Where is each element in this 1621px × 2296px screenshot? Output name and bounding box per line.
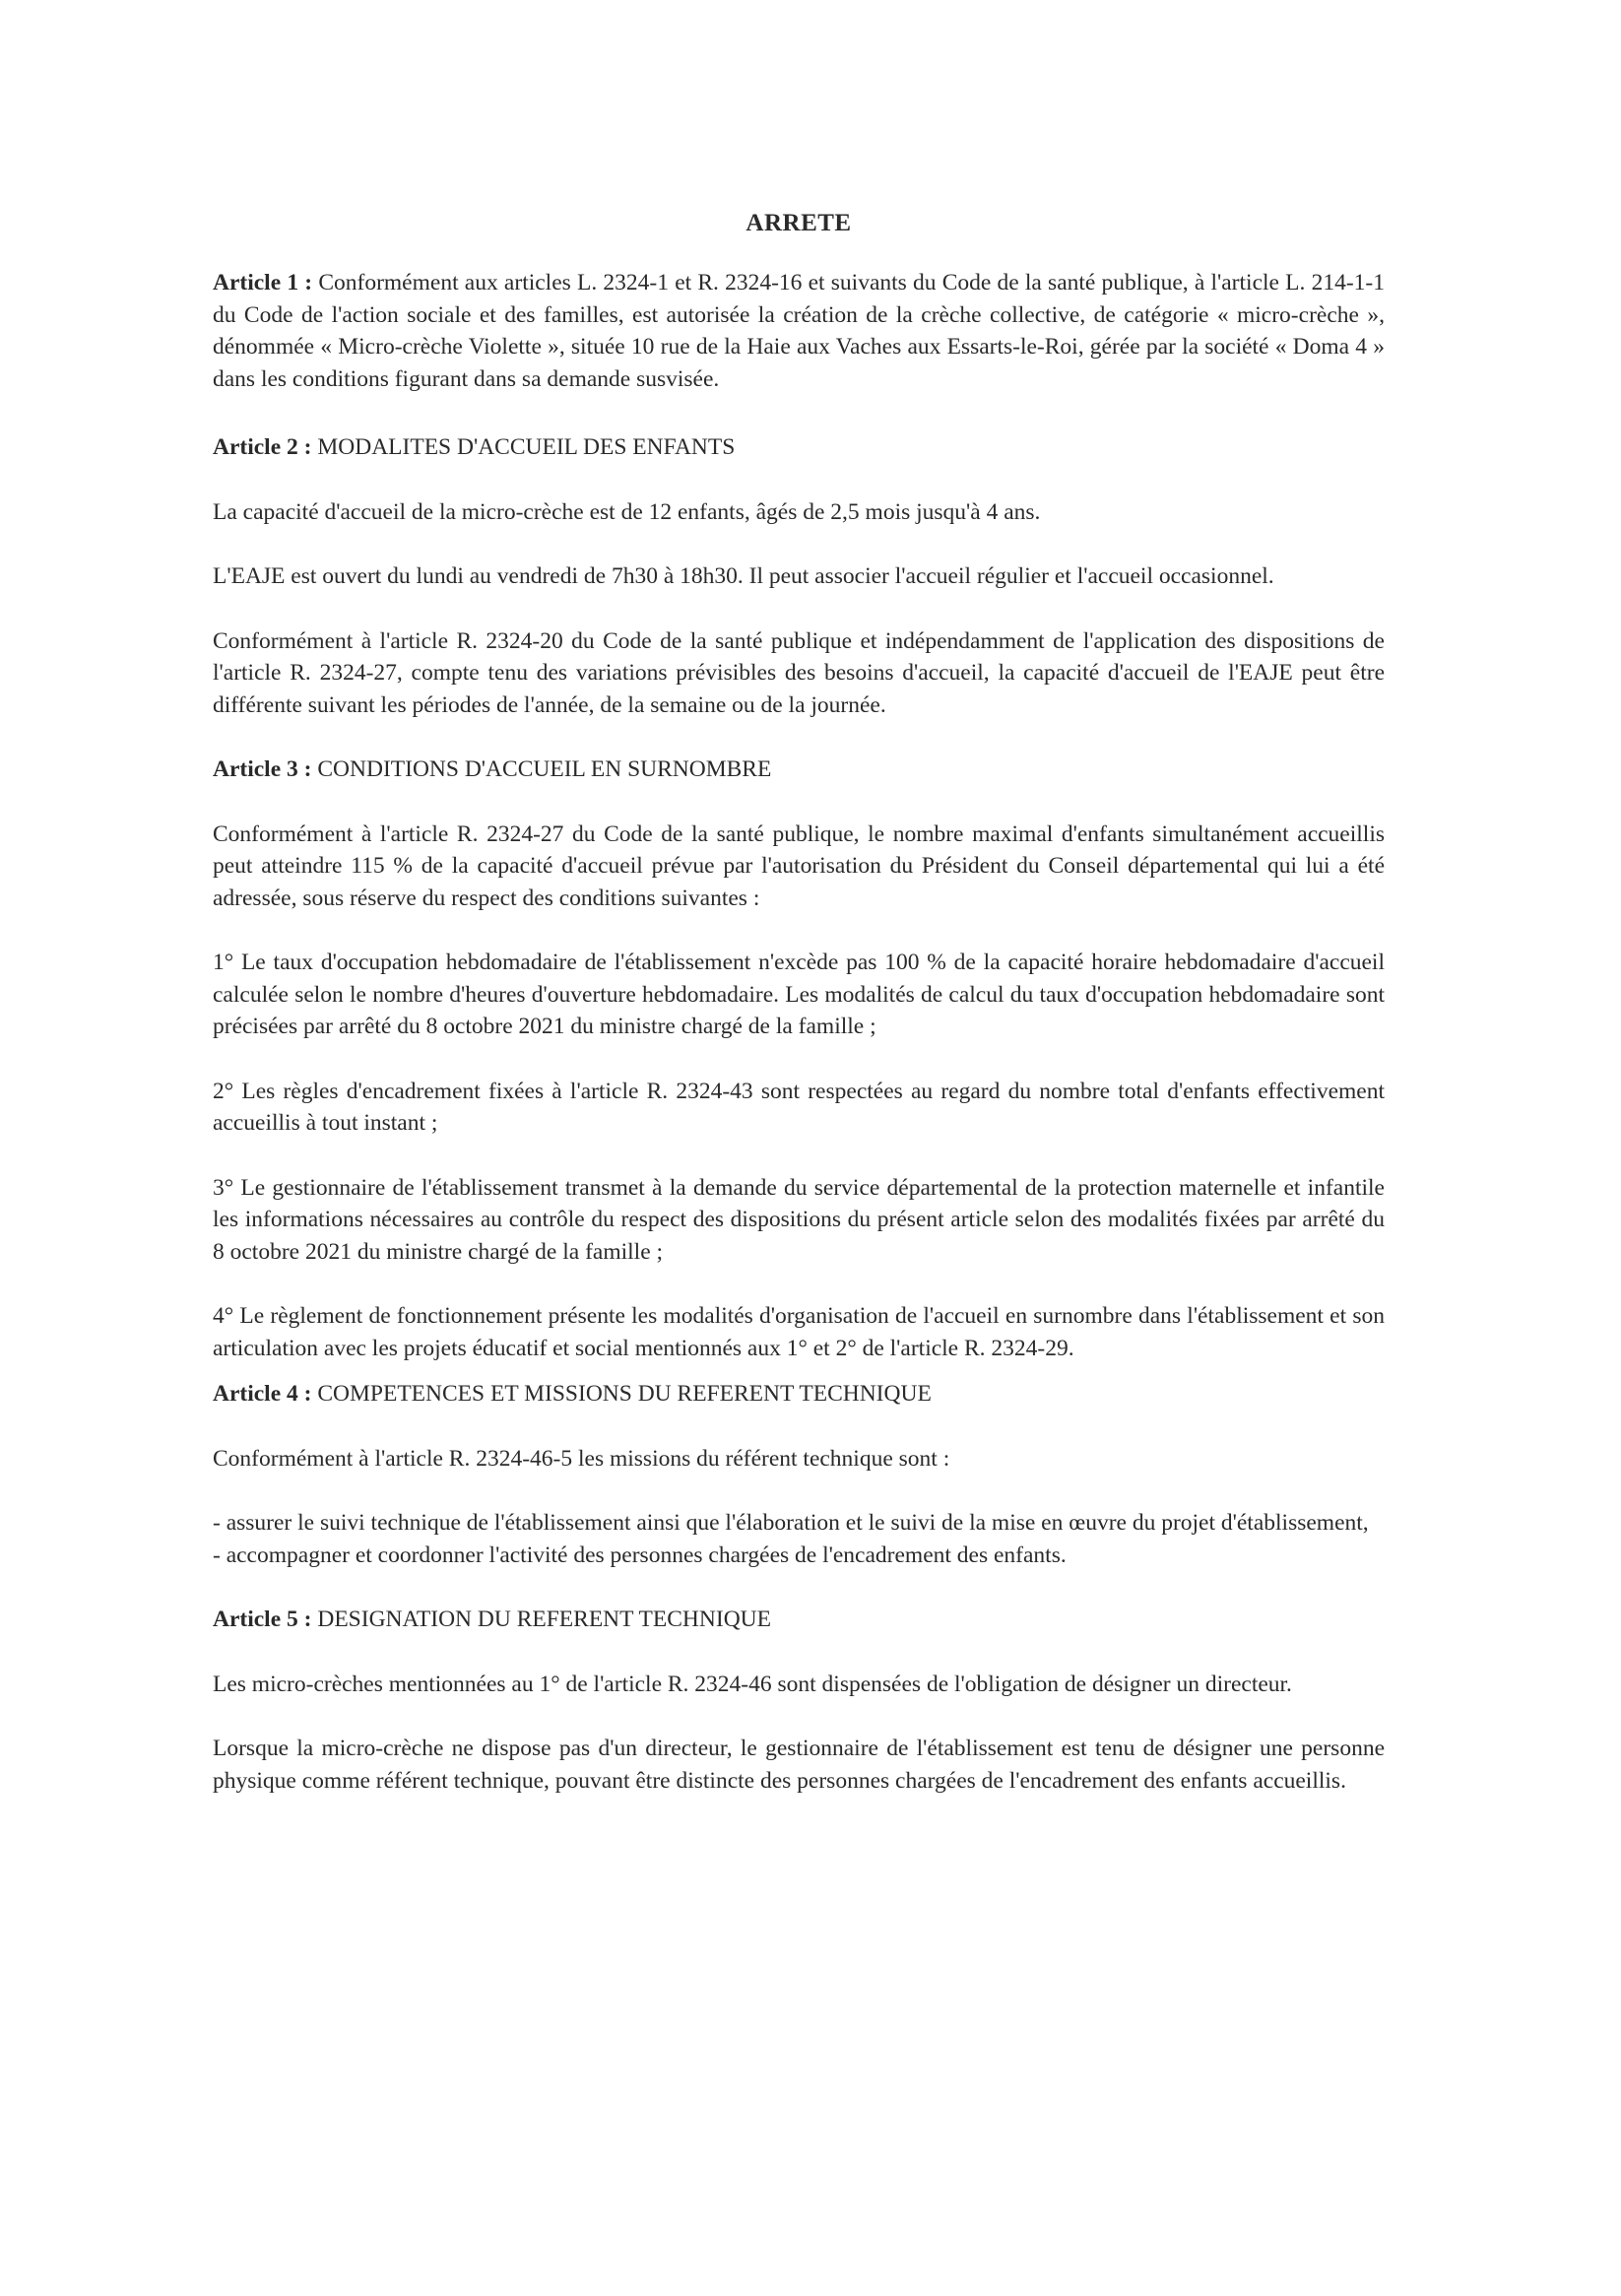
article-5-paragraph-2: Lorsque la micro-crèche ne dispose pas d'un directeur, le gestionnaire de l'établissement est tenu de désigner une personne physique comme référent technique, pouvant être distincte des personnes chargées de l'encadrement des enfants accueillis. — [213, 1736, 1385, 1794]
article-2-title: MODALITES D'ACCUEIL DES ENFANTS — [317, 434, 736, 460]
article-2-paragraph-1: La capacité d'accueil de la micro-crèche est de 12 enfants, âgés de 2,5 mois jusqu'à 4 ans. — [213, 498, 1041, 525]
article-5-label: Article 5 : — [213, 1607, 312, 1632]
article-1 — [213, 267, 1385, 395]
article-4-title: COMPETENCES ET MISSIONS DU REFERENT TECHNIQUE — [317, 1381, 932, 1407]
article-3-paragraph-1: Conformément à l'article R. 2324-27 du Code de la santé publique, le nombre maximal d'enfants simultanément accueillis peut atteindre 115 % de la capacité d'accueil prévue par l'autorisation du Président du Conseil départemental qui lui a été adressée, sous réserve du respect des conditions suivantes : — [213, 820, 1385, 911]
document-title: ARRETE — [746, 210, 852, 236]
article-1-text: Conformément aux articles L. 2324-1 et R. 2324-16 et suivants du Code de la santé publique, à l'article L. 214-1-1 du Code de l'action sociale et des familles, est autorisée la création de la crèche collective, de catégorie « micro-crèche », dénommée « Micro-crèche Violette », située 10 rue de la Haie aux Vaches aux Essarts-le-Roi, gérée par la société « Doma 4 » dans les conditions figurant dans sa demande susvisée. — [213, 270, 1385, 392]
article-5-title: DESIGNATION DU REFERENT TECHNIQUE — [317, 1607, 771, 1632]
article-5-heading — [213, 1604, 1385, 1636]
article-4-heading — [213, 1378, 1385, 1410]
article-3-heading — [213, 754, 1385, 786]
document-page — [213, 202, 1385, 1797]
article-3-label: Article 3 : — [213, 756, 312, 782]
article-2-heading — [213, 431, 1385, 464]
article-2-paragraph-3: Conformément à l'article R. 2324-20 du Code de la santé publique et indépendamment de l'application des dispositions de l'article R. 2324-27, compte tenu des variations prévisibles des besoins d'accueil, la capacité d'accueil de l'EAJE peut être différente suivant les périodes de l'année, de la semaine ou de la journée. — [213, 627, 1385, 718]
article-5-paragraph-1: Les micro-crèches mentionnées au 1° de l'article R. 2324-46 sont dispensées de l'obligation de désigner un directeur. — [213, 1671, 1292, 1697]
article-2-paragraph-2: L'EAJE est ouvert du lundi au vendredi de 7h30 à 18h30. Il peut associer l'accueil régulier et l'accueil occasionnel. — [213, 563, 1274, 589]
article-2-label: Article 2 : — [213, 434, 312, 460]
article-3-condition-4: 4° Le règlement de fonctionnement présente les modalités d'organisation de l'accueil en surnombre dans l'établissement et son articulation avec les projets éducatif et social mentionnés aux 1° et 2° de l'article R. 2324-29. — [213, 1303, 1385, 1361]
article-3-condition-1: 1° Le taux d'occupation hebdomadaire de l'établissement n'excède pas 100 % de la capacité horaire hebdomadaire d'accueil calculée selon le nombre d'heures d'ouverture hebdomadaire. Les modalités de calcul du taux d'occupation hebdomadaire sont précisées par arrêté du 8 octobre 2021 du ministre chargé de la famille ; — [213, 950, 1385, 1039]
article-4-list-item-2: - accompagner et coordonner l'activité des personnes chargées de l'encadrement des enfants. — [213, 1542, 1067, 1568]
article-4-list-item-1: - assurer le suivi technique de l'établissement ainsi que l'élaboration et le suivi de la mise en œuvre du projet d'établissement, — [213, 1510, 1369, 1536]
article-3-condition-3: 3° Le gestionnaire de l'établissement transmet à la demande du service départemental de la protection maternelle et infantile les informations nécessaires au contrôle du respect des dispositions du présent article selon des modalités fixées par arrêté du 8 octobre 2021 du ministre chargé de la famille ; — [213, 1174, 1385, 1265]
article-3-title: CONDITIONS D'ACCUEIL EN SURNOMBRE — [317, 756, 772, 782]
article-3-condition-2: 2° Les règles d'encadrement fixées à l'article R. 2324-43 sont respectées au regard du nombre total d'enfants effectivement accueillis à tout instant ; — [213, 1078, 1385, 1136]
article-4-paragraph-1: Conformément à l'article R. 2324-46-5 les missions du référent technique sont : — [213, 1445, 950, 1472]
article-1-label: Article 1 : — [213, 270, 313, 295]
article-4-label: Article 4 : — [213, 1381, 312, 1407]
